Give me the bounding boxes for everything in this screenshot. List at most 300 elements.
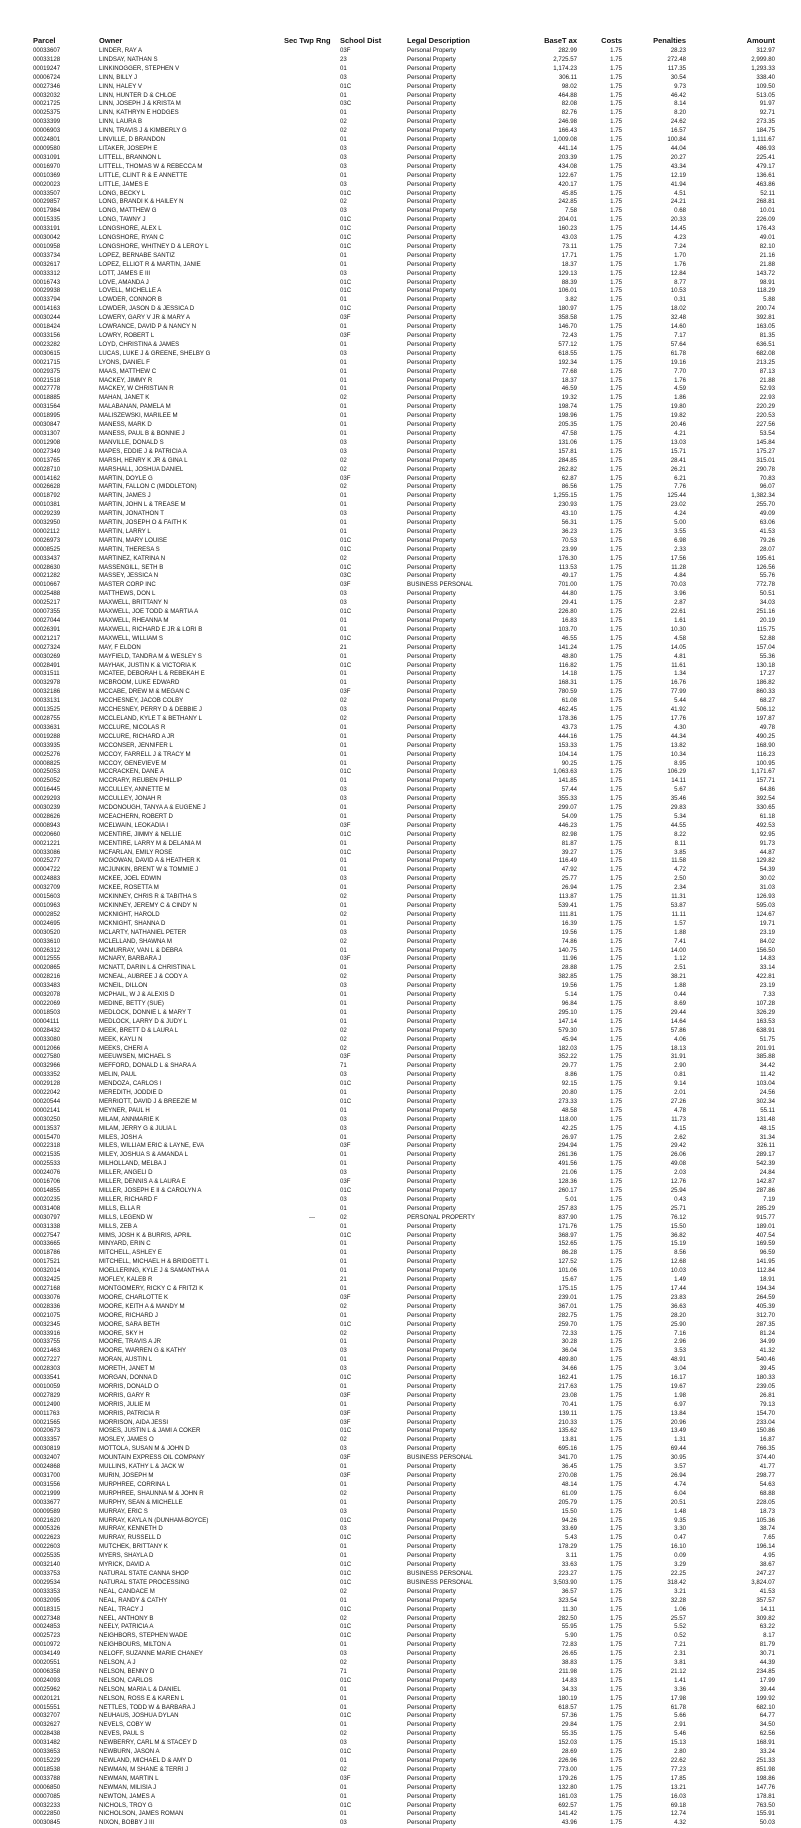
penalties-cell: 10.03	[670, 1267, 686, 1275]
table-row	[33, 403, 775, 412]
amount-cell: 109.50	[756, 82, 775, 90]
amount-cell: 129.82	[756, 857, 775, 865]
parcel-cell: 00011763	[33, 1409, 60, 1417]
owner-cell: MCENTIRE, JIMMY & NELLIE	[99, 830, 182, 838]
header-owner: Owner	[99, 36, 123, 45]
parcel-cell: 00023282	[33, 340, 61, 348]
base-tax-cell: 141.85	[558, 777, 577, 785]
sec-twp-rng-cell	[284, 216, 340, 225]
school-dist-cell: 01	[340, 777, 347, 785]
penalties-cell: 4.21	[674, 429, 686, 437]
base-tax-cell: 49.17	[561, 572, 577, 580]
header-penalties: Penalties	[653, 36, 686, 45]
school-dist-cell: 01	[340, 1133, 347, 1141]
owner-cell: MOFLEY, KALEB R	[99, 1276, 153, 1284]
owner-cell: MOORE, SKY H	[99, 1329, 144, 1337]
base-tax-cell: 205.35	[558, 421, 577, 429]
amount-cell: 194.34	[756, 1284, 775, 1292]
base-tax-cell: 46.59	[561, 385, 577, 393]
parcel-cell: 00007355	[33, 608, 61, 616]
costs-cell: 1.75	[610, 421, 622, 429]
school-dist-cell: 01	[340, 750, 347, 758]
amount-cell: 63.06	[759, 519, 775, 527]
table-row	[33, 154, 775, 163]
school-dist-cell: 01	[340, 1267, 347, 1275]
costs-cell: 1.75	[610, 1721, 622, 1729]
costs-cell: 1.75	[610, 144, 622, 152]
sec-twp-rng-cell	[284, 1517, 340, 1526]
base-tax-cell: 179.26	[558, 1774, 577, 1782]
costs-cell: 1.75	[610, 1267, 622, 1275]
base-tax-cell: 29.41	[561, 599, 577, 607]
owner-cell: NELSON, BENNY D	[99, 1667, 155, 1675]
costs-cell: 1.75	[610, 1080, 622, 1088]
amount-cell: 28.07	[759, 545, 775, 553]
sec-twp-rng-cell	[284, 724, 340, 733]
sec-twp-rng-cell	[284, 163, 340, 172]
table-row	[33, 475, 775, 484]
table-row	[33, 430, 775, 439]
base-tax-cell: 16.39	[561, 919, 577, 927]
penalties-cell: 24.62	[670, 118, 686, 126]
penalties-cell: 76.12	[670, 1213, 686, 1221]
amount-cell: 52.88	[759, 634, 775, 642]
costs-cell: 1.75	[610, 1516, 622, 1524]
amount-cell: 7.19	[763, 1195, 775, 1203]
amount-cell: 81.24	[759, 1329, 775, 1337]
penalties-cell: 61.78	[670, 1703, 686, 1711]
amount-cell: 682.08	[756, 349, 775, 357]
legal-description-cell: Personal Property	[407, 563, 456, 571]
penalties-cell: 31.91	[670, 1053, 686, 1061]
costs-cell: 1.75	[610, 483, 622, 491]
school-dist-cell: 03	[340, 1195, 347, 1203]
owner-cell: MOSLEY, JAMES O	[99, 1436, 154, 1444]
legal-description-cell: Personal Property	[407, 1222, 456, 1230]
owner-cell: MITCHELL, MICHAEL H & BRIDGETT L	[99, 1258, 209, 1266]
sec-twp-rng-cell	[284, 866, 340, 875]
parcel-cell: 00029293	[33, 795, 61, 803]
base-tax-cell: 72.83	[561, 1641, 577, 1649]
penalties-cell: 7.21	[674, 1641, 686, 1649]
legal-description-cell: Personal Property	[407, 670, 456, 678]
legal-description-cell: Personal Property	[407, 1160, 456, 1168]
amount-cell: 30.71	[759, 1650, 775, 1658]
owner-cell: LONG, BECKY L	[99, 189, 146, 197]
table-row	[33, 1819, 775, 1828]
school-dist-cell: 01	[340, 1160, 347, 1168]
costs-cell: 1.75	[610, 1480, 622, 1488]
amount-cell: 38.74	[759, 1525, 775, 1533]
penalties-cell: 8.56	[674, 1249, 686, 1257]
costs-cell: 1.75	[610, 999, 622, 1007]
penalties-cell: 3.36	[674, 1685, 686, 1693]
table-row	[33, 323, 775, 332]
school-dist-cell: 01C	[340, 242, 352, 250]
parcel-cell: 00025276	[33, 750, 61, 758]
legal-description-cell: Personal Property	[407, 429, 456, 437]
school-dist-cell: 01	[340, 1757, 347, 1764]
table-row	[33, 1312, 775, 1321]
table-row	[33, 412, 775, 421]
owner-cell: MARTIN, JONATHON T	[99, 510, 165, 518]
legal-description-cell: Personal Property	[407, 1053, 456, 1061]
parcel-cell: 00015470	[33, 1133, 61, 1141]
school-dist-cell: 01	[340, 358, 347, 366]
costs-cell: 1.75	[610, 830, 622, 838]
amount-cell: 1,111.67	[752, 136, 775, 144]
penalties-cell: 57.86	[670, 1026, 686, 1034]
parcel-cell: 00033357	[33, 1436, 61, 1444]
table-row	[33, 368, 775, 377]
base-tax-cell: 129.13	[558, 269, 577, 277]
owner-cell: MOSES, JUSTIN L & JAMI A COKER	[99, 1427, 201, 1435]
table-row	[33, 626, 775, 635]
sec-twp-rng-cell	[284, 1712, 340, 1721]
school-dist-cell: 03F	[340, 688, 351, 696]
base-tax-cell: 26.97	[561, 1133, 577, 1141]
amount-cell: 542.39	[756, 1160, 775, 1168]
legal-description-cell: Personal Property	[407, 474, 456, 482]
legal-description-cell: Personal Property	[407, 1124, 456, 1132]
sec-twp-rng-cell	[284, 1240, 340, 1249]
base-tax-cell: 18.37	[561, 260, 577, 268]
costs-cell: 1.75	[610, 1231, 622, 1239]
costs-cell: 1.75	[610, 554, 622, 562]
amount-cell: 763.50	[756, 1801, 775, 1809]
sec-twp-rng-cell	[284, 466, 340, 475]
parcel-cell: 00018503	[33, 1008, 61, 1016]
owner-cell: MCCLURE, RICHARD A JR	[99, 732, 175, 740]
costs-cell: 1.75	[610, 928, 622, 936]
legal-description-cell: Personal Property	[407, 1730, 456, 1738]
penalties-cell: 36.82	[670, 1231, 686, 1239]
amount-cell: 21.88	[759, 376, 775, 384]
table-row	[33, 1018, 775, 1027]
parcel-cell: 00032966	[33, 1062, 61, 1070]
legal-description-cell: Personal Property	[407, 278, 456, 286]
owner-cell: MCCULLEY, JONAH R	[99, 795, 162, 803]
table-row	[33, 1463, 775, 1472]
legal-description-cell: Personal Property	[407, 118, 456, 126]
parcel-cell: 00033794	[33, 296, 61, 304]
parcel-cell: 00033665	[33, 1240, 61, 1248]
sec-twp-rng-cell	[284, 679, 340, 688]
base-tax-cell: 90.25	[561, 759, 577, 767]
legal-description-cell: Personal Property	[407, 287, 456, 295]
legal-description-cell: Personal Property	[407, 153, 456, 161]
parcel-cell: 00012066	[33, 1044, 61, 1052]
owner-cell: LINN, HALEY V	[99, 82, 142, 90]
base-tax-cell: 226.80	[558, 608, 577, 616]
owner-cell: MCPHAIL, W J & ALEXIS D	[99, 991, 175, 999]
costs-cell: 1.75	[610, 1178, 622, 1186]
table-row	[33, 1374, 775, 1383]
school-dist-cell: 01	[340, 1240, 347, 1248]
sec-twp-rng-cell	[284, 929, 340, 938]
sec-twp-rng-cell	[284, 572, 340, 581]
school-dist-cell: 21	[340, 643, 347, 651]
school-dist-cell: 01C	[340, 1427, 352, 1435]
school-dist-cell: 03	[340, 162, 347, 170]
school-dist-cell: 01	[340, 1151, 347, 1159]
owner-cell: LOWRANCE, DAVID P & NANCY N	[99, 323, 197, 331]
owner-cell: NELSON, MARIA L & DANIEL	[99, 1685, 181, 1693]
legal-description-cell: Personal Property	[407, 55, 456, 63]
sec-twp-rng-cell	[284, 492, 340, 501]
school-dist-cell: 03F	[340, 955, 351, 963]
costs-cell: 1.75	[610, 1151, 622, 1159]
school-dist-cell: 01	[340, 403, 347, 411]
school-dist-cell: 02	[340, 118, 347, 126]
parcel-cell: 00028630	[33, 563, 61, 571]
table-row	[33, 519, 775, 528]
school-dist-cell: 01	[340, 91, 347, 99]
legal-description-cell: Personal Property	[407, 572, 456, 580]
parcel-cell: 00016445	[33, 786, 61, 794]
owner-cell: LITTELL, BRANNON L	[99, 153, 162, 161]
table-row	[33, 207, 775, 216]
sec-twp-rng-cell	[284, 849, 340, 858]
penalties-cell: 69.44	[670, 1445, 686, 1453]
costs-cell: 1.75	[610, 608, 622, 616]
parcel-cell: 00022850	[33, 1810, 61, 1818]
parcel-cell: 00021463	[33, 1347, 61, 1355]
owner-cell: MCLELLAND, SHAWNA M	[99, 937, 172, 945]
costs-cell: 1.75	[610, 1374, 622, 1382]
amount-cell: 492.53	[756, 821, 775, 829]
penalties-cell: 13.21	[670, 1783, 686, 1791]
owner-cell: MACKEY, W CHRISTIAN R	[99, 385, 174, 393]
owner-cell: NATURAL STATE CANNA SHOP	[99, 1569, 189, 1577]
school-dist-cell: 03	[340, 73, 347, 81]
parcel-cell: 00020865	[33, 964, 61, 972]
costs-cell: 1.75	[610, 216, 622, 224]
school-dist-cell: 01	[340, 171, 347, 179]
penalties-cell: 17.85	[670, 1774, 686, 1782]
penalties-cell: 4.32	[674, 1819, 686, 1827]
owner-cell: MILLER, ANGELI D	[99, 1169, 153, 1177]
table-row	[33, 1098, 775, 1107]
owner-cell: NEAL, CANDACE M	[99, 1587, 155, 1595]
school-dist-cell: 01	[340, 1400, 347, 1408]
amount-cell: 34.99	[759, 1338, 775, 1346]
school-dist-cell: 03	[340, 795, 347, 803]
table-row	[33, 127, 775, 136]
costs-cell: 1.75	[610, 100, 622, 108]
amount-cell: 62.56	[759, 1730, 775, 1738]
penalties-cell: 1.48	[674, 1507, 686, 1515]
costs-cell: 1.75	[610, 750, 622, 758]
base-tax-cell: 43.03	[561, 234, 577, 242]
table-row	[33, 1695, 775, 1704]
amount-cell: 64.86	[759, 786, 775, 794]
school-dist-cell: 03	[340, 706, 347, 714]
sec-twp-rng-cell	[284, 528, 340, 537]
school-dist-cell: 03F	[340, 1053, 351, 1061]
sec-twp-rng-cell	[284, 1053, 340, 1062]
owner-cell: MURRAY, ERIC S	[99, 1507, 148, 1515]
legal-description-cell: Personal Property	[407, 928, 456, 936]
school-dist-cell: 01	[340, 296, 347, 304]
school-dist-cell: 02	[340, 1026, 347, 1034]
sec-twp-rng-cell	[284, 510, 340, 519]
school-dist-cell: 01C	[340, 1632, 352, 1640]
penalties-cell: 70.03	[670, 581, 686, 589]
costs-cell: 1.75	[610, 625, 622, 633]
parcel-cell: 00033755	[33, 1338, 61, 1346]
base-tax-cell: 16.83	[561, 617, 577, 624]
legal-description-cell: Personal Property	[407, 1623, 456, 1631]
legal-description-cell: Personal Property	[407, 234, 456, 242]
table-row	[33, 1517, 775, 1526]
school-dist-cell: 03	[340, 153, 347, 161]
legal-description-cell: Personal Property	[407, 1445, 456, 1453]
sec-twp-rng-cell	[284, 1232, 340, 1241]
sec-twp-rng-cell	[284, 1704, 340, 1713]
owner-cell: MOORE, TRAVIS A JR	[99, 1338, 162, 1346]
sec-twp-rng-cell	[284, 261, 340, 270]
base-tax-cell: 273.33	[558, 1097, 577, 1105]
owner-cell: MARSHALL, JOSHUA DANIEL	[99, 465, 184, 473]
legal-description-cell: Personal Property	[407, 617, 456, 624]
amount-cell: 251.16	[756, 608, 775, 616]
amount-cell: 255.70	[756, 501, 775, 509]
table-row	[33, 1561, 775, 1570]
table-row	[33, 1615, 775, 1624]
penalties-cell: 2.01	[674, 1089, 686, 1097]
owner-cell: MAXWELL, JOE TODD & MARTIA A	[99, 608, 199, 616]
amount-cell: 540.46	[756, 1356, 775, 1364]
amount-cell: 851.98	[756, 1765, 775, 1773]
penalties-cell: 6.97	[674, 1400, 686, 1408]
sec-twp-rng-cell	[284, 626, 340, 635]
parcel-cell: 00017521	[33, 1258, 61, 1266]
penalties-cell: 0.43	[674, 1195, 686, 1203]
amount-cell: 18.73	[759, 1507, 775, 1515]
table-row	[33, 1009, 775, 1018]
costs-cell: 1.75	[610, 1694, 622, 1702]
amount-cell: 163.05	[756, 323, 775, 331]
school-dist-cell: 02	[340, 456, 347, 464]
legal-description-cell: Personal Property	[407, 1409, 456, 1417]
amount-cell: 54.39	[759, 866, 775, 874]
header-amount: Amount	[746, 36, 775, 45]
amount-cell: 112.84	[756, 1267, 775, 1275]
costs-cell: 1.75	[610, 1365, 622, 1373]
sec-twp-rng-cell	[284, 1116, 340, 1125]
costs-cell: 1.75	[610, 1525, 622, 1533]
legal-description-cell: Personal Property	[407, 225, 456, 233]
school-dist-cell: 03	[340, 599, 347, 607]
table-row	[33, 1214, 775, 1223]
sec-twp-rng-cell	[284, 742, 340, 751]
costs-cell: 1.75	[610, 1783, 622, 1791]
school-dist-cell: 01	[340, 1685, 347, 1693]
penalties-cell: 2.34	[674, 884, 686, 892]
base-tax-cell: 34.33	[561, 1685, 577, 1693]
base-tax-cell: 1,174.23	[553, 64, 577, 72]
legal-description-cell: Personal Property	[407, 251, 456, 259]
school-dist-cell: 03	[340, 1071, 347, 1079]
owner-cell: LOYD, CHRISTINA & JAMES	[99, 340, 180, 348]
penalties-cell: 38.21	[670, 973, 686, 981]
costs-cell: 1.75	[610, 1445, 622, 1453]
base-tax-cell: 198.96	[558, 412, 577, 420]
costs-cell: 1.75	[610, 732, 622, 740]
costs-cell: 1.75	[610, 1106, 622, 1114]
school-dist-cell: 02	[340, 973, 347, 981]
costs-cell: 1.75	[610, 118, 622, 126]
penalties-cell: 21.12	[670, 1667, 686, 1675]
base-tax-cell: 94.26	[561, 1516, 577, 1524]
owner-cell: LINKINOGGER, STEPHEN V	[99, 64, 180, 72]
penalties-cell: 3.53	[674, 1347, 686, 1355]
penalties-cell: 1.88	[674, 928, 686, 936]
legal-description-cell: Personal Property	[407, 1178, 456, 1186]
base-tax-cell: 178.29	[558, 1543, 577, 1551]
amount-cell: 197.87	[756, 714, 775, 722]
legal-description-cell: Personal Property	[407, 527, 456, 535]
legal-description-cell: Personal Property	[407, 1311, 456, 1319]
sec-twp-rng-cell	[284, 1303, 340, 1312]
penalties-cell: 15.19	[670, 1240, 686, 1248]
penalties-cell: 14.64	[670, 1017, 686, 1025]
sec-twp-rng-cell	[284, 323, 340, 332]
base-tax-cell: 780.59	[558, 688, 577, 696]
penalties-cell: 44.34	[670, 732, 686, 740]
legal-description-cell: Personal Property	[407, 1204, 456, 1212]
parcel-cell: 00019247	[33, 64, 61, 72]
parcel-cell: 00026312	[33, 946, 61, 954]
parcel-cell: 00027044	[33, 617, 61, 624]
school-dist-cell: 03F	[340, 821, 351, 829]
amount-cell: 290.78	[756, 465, 775, 473]
school-dist-cell: 03	[340, 590, 347, 598]
parcel-cell: 00024883	[33, 875, 61, 883]
penalties-cell: 18.13	[670, 1044, 686, 1052]
amount-cell: 49.78	[759, 723, 775, 731]
parcel-cell: 00033631	[33, 723, 61, 731]
base-tax-cell: 29.84	[561, 1721, 577, 1729]
parcel-cell: 00032709	[33, 884, 61, 892]
base-tax-cell: 82.98	[561, 830, 577, 838]
owner-cell: MCENTIRE, LARRY M & DELANIA M	[99, 839, 202, 847]
costs-cell: 1.75	[610, 287, 622, 295]
penalties-cell: 11.11	[671, 910, 686, 918]
amount-cell: 30.02	[759, 875, 775, 883]
penalties-cell: 22.25	[670, 1569, 686, 1577]
owner-cell: NEWBERRY, CARL M & STACEY D	[99, 1739, 197, 1747]
base-tax-cell: 19.32	[561, 394, 577, 402]
amount-cell: 228.05	[756, 1498, 775, 1506]
penalties-cell: 1.98	[674, 1391, 686, 1399]
parcel-cell: 00032425	[33, 1276, 61, 1284]
sec-twp-rng-cell	[284, 287, 340, 296]
amount-cell: 115.75	[756, 625, 775, 633]
base-tax-cell: 1,063.63	[553, 768, 577, 776]
legal-description-cell: BUSINESS PERSONAL	[407, 1569, 473, 1577]
costs-cell: 1.75	[610, 55, 622, 63]
school-dist-cell: 02	[340, 697, 347, 705]
table-row	[33, 706, 775, 715]
base-tax-cell: 444.16	[558, 732, 577, 740]
legal-description-cell: Personal Property	[407, 385, 456, 393]
costs-cell: 1.75	[610, 278, 622, 286]
legal-description-cell: Personal Property	[407, 937, 456, 945]
legal-description-cell: Personal Property	[407, 1801, 456, 1809]
base-tax-cell: 17.71	[561, 251, 577, 259]
